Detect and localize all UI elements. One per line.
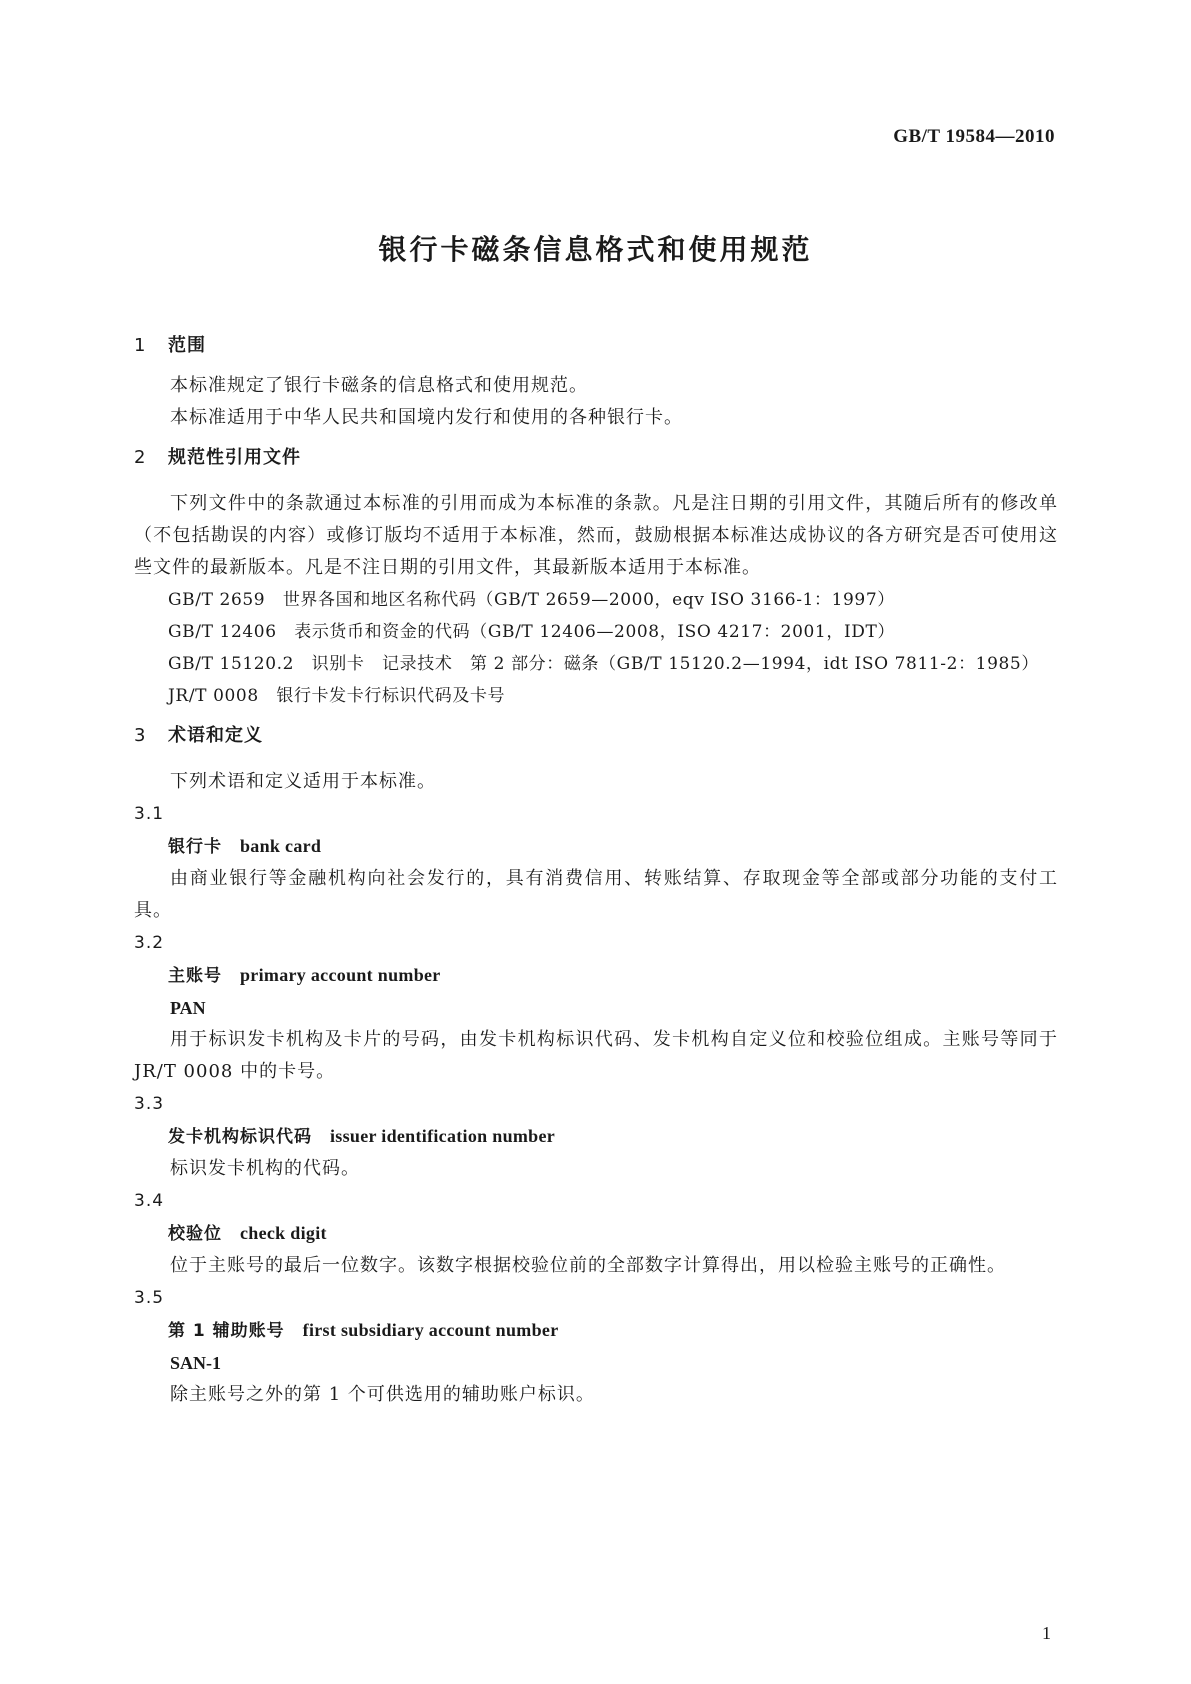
term-definition: 标识发卡机构的代码。 [170,1158,360,1179]
clause-number: 3.2 [134,933,165,953]
term-chinese: 银行卡 [168,837,222,857]
term-chinese: 主账号 [168,966,222,986]
reference-title: 识别卡 记录技术 第 2 部分：磁条（GB/T 15120.2—1994，idt ISO 7811-2：1985） [311,654,1039,674]
term-chinese: 校验位 [168,1224,222,1244]
section-heading-terms [134,724,1058,748]
reference-title: 世界各国和地区名称代码（GB/T 2659—2000，eqv ISO 3166-1：1997） [282,590,895,610]
paragraph: 本标准适用于中华人民共和国境内发行和使用的各种银行卡。 [170,407,683,428]
term-english: bank card [240,836,322,856]
term-chinese: 发卡机构标识代码 [168,1127,312,1147]
term-definition: 用于标识发卡机构及卡片的号码，由发卡机构标识代码、发卡机构自定义位和校验位组成。主账号等同于 JR/T 0008 中的卡号。 [134,1029,1058,1082]
term-entry [134,959,1058,992]
reference-code: GB/T 15120.2 [168,654,295,674]
reference-code: GB/T 12406 [168,622,277,642]
term-definition: 除主账号之外的第 1 个可供选用的辅助账户标识。 [170,1384,595,1405]
term-english: issuer identification number [330,1126,556,1146]
paragraph: 下列文件中的条款通过本标准的引用而成为本标准的条款。凡是注日期的引用文件，其随后所有的修改单（不包括勘误的内容）或修订版均不适用于本标准，然而，鼓励根据本标准达成协议的各方研究是否可使用这些文件的最新版本。凡是不注日期的引用文件，其最新版本适用于本标准。 [134,493,1058,578]
term-entry [134,1217,1058,1250]
reference-code: GB/T 2659 [168,590,266,610]
section-heading-normative [134,446,1058,470]
section-title: 术语和定义 [168,725,263,746]
reference-item [134,616,1058,648]
term-definition: 由商业银行等金融机构向社会发行的，具有消费信用、转账结算、存取现金等全部或部分功能的支付工具。 [134,868,1058,921]
term-english: first subsidiary account number [302,1320,559,1340]
reference-code: JR/T 0008 [168,686,259,706]
paragraph: 下列术语和定义适用于本标准。 [170,771,436,792]
clause-number: 3.3 [134,1094,165,1114]
reference-title: 表示货币和资金的代码（GB/T 12406—2008，ISO 4217：2001，IDT） [294,622,896,642]
document-body [134,334,1058,1411]
reference-item [134,648,1058,680]
term-entry [134,1314,1058,1347]
term-entry [134,830,1058,863]
section-title: 规范性引用文件 [168,447,301,468]
term-chinese: 第 1 辅助账号 [168,1321,285,1341]
section-number: 2 [134,447,147,468]
document-title: 银行卡磁条信息格式和使用规范 [378,233,813,266]
clause-number: 3.1 [134,804,165,824]
page-number: 1 [1042,1623,1051,1643]
standard-code: GB/T 19584—2010 [893,126,1055,147]
reference-item [134,584,1058,616]
section-number: 1 [134,335,147,356]
reference-title: 银行卡发卡行标识代码及卡号 [276,686,506,706]
term-definition: 位于主账号的最后一位数字。该数字根据校验位前的全部数字计算得出，用以检验主账号的正确性。 [170,1255,1006,1276]
clause-number: 3.5 [134,1288,165,1308]
section-heading-scope [134,334,1058,358]
term-abbreviation: SAN-1 [170,1353,222,1373]
paragraph: 本标准规定了银行卡磁条的信息格式和使用规范。 [170,375,588,396]
clause-number: 3.4 [134,1191,165,1211]
term-abbreviation: PAN [170,998,206,1018]
reference-item [134,680,1058,712]
term-english: primary account number [240,965,441,985]
term-english: check digit [240,1223,327,1243]
section-title: 范围 [168,335,206,356]
term-entry [134,1120,1058,1153]
section-number: 3 [134,725,147,746]
